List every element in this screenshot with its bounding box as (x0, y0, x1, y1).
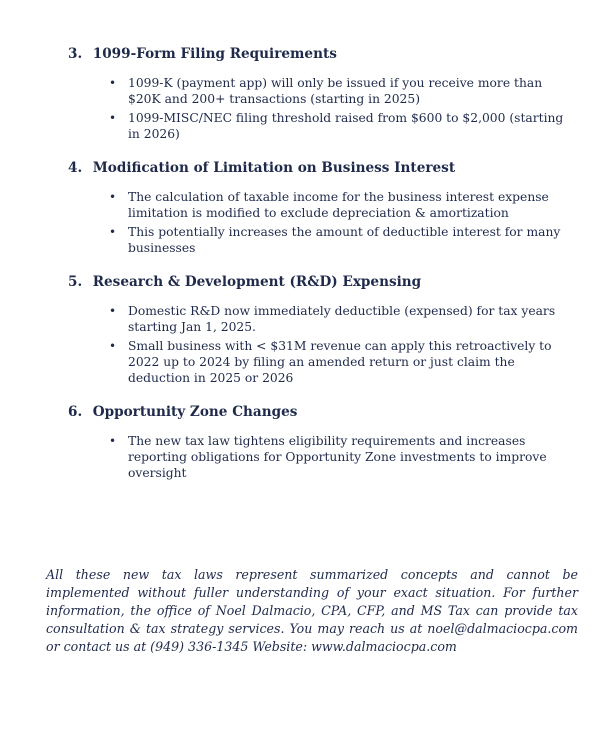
section-number: 4. (68, 160, 83, 176)
bullet-icon: • (109, 304, 117, 318)
list-item (68, 303, 576, 335)
list-item-text: The new tax law tightens eligibility requirements and increases reporting obligations for Opportunity Zone investments to improve oversight (128, 434, 547, 480)
list-item (68, 224, 576, 256)
list-item (68, 433, 576, 481)
section-1099-filing (68, 46, 576, 142)
section-title: Research & Development (R&D) Expensing (92, 274, 422, 290)
disclaimer-footer: All these new tax laws represent summarized concepts and cannot be implemented without fuller understanding of your exact situation. For further information, the office of Noel Dalmacio, CPA, CFP, and MS Tax can provide tax consultation & tax strategy services. You may reach us at noel@dalmaciocpa.com or contact us at (949) 336-1345 Website: www.dalmaciocpa.com (46, 567, 578, 654)
list-item-text: Small business with < $31M revenue can apply this retroactively to 2022 up to 2024 by filing an amended return or just claim the deduction in 2025 or 2026 (128, 339, 552, 385)
section-heading (68, 160, 576, 177)
bullet-list (68, 189, 576, 256)
bullet-icon: • (109, 190, 117, 204)
section-rd-expensing (68, 274, 576, 386)
bullet-list (68, 433, 576, 481)
list-item (68, 110, 576, 142)
list-item-text: This potentially increases the amount of deductible interest for many businesses (128, 225, 561, 255)
bullet-icon: • (109, 111, 117, 125)
section-title: Modification of Limitation on Business Interest (92, 160, 456, 176)
section-heading (68, 274, 576, 291)
section-heading (68, 46, 576, 63)
section-number: 6. (68, 404, 83, 420)
bullet-icon: • (109, 225, 117, 239)
list-item-text: 1099-K (payment app) will only be issued if you receive more than $20K and 200+ transactions (starting in 2025) (128, 76, 543, 106)
bullet-icon: • (109, 434, 117, 448)
section-opportunity-zone (68, 404, 576, 481)
section-title: Opportunity Zone Changes (92, 404, 298, 420)
section-number: 3. (68, 46, 83, 62)
section-title: 1099-Form Filing Requirements (92, 46, 337, 62)
section-business-interest (68, 160, 576, 256)
list-item (68, 75, 576, 107)
bullet-list (68, 75, 576, 142)
list-item (68, 338, 576, 386)
list-item (68, 189, 576, 221)
bullet-icon: • (109, 76, 117, 90)
list-item-text: Domestic R&D now immediately deductible (expensed) for tax years starting Jan 1, 2025. (128, 304, 556, 334)
bullet-icon: • (109, 339, 117, 353)
bullet-list (68, 303, 576, 386)
list-item-text: The calculation of taxable income for the business interest expense limitation is modified to exclude depreciation & amortization (128, 190, 549, 220)
section-number: 5. (68, 274, 83, 290)
section-heading (68, 404, 576, 421)
list-item-text: 1099-MISC/NEC filing threshold raised from $600 to $2,000 (starting in 2026) (128, 111, 564, 141)
